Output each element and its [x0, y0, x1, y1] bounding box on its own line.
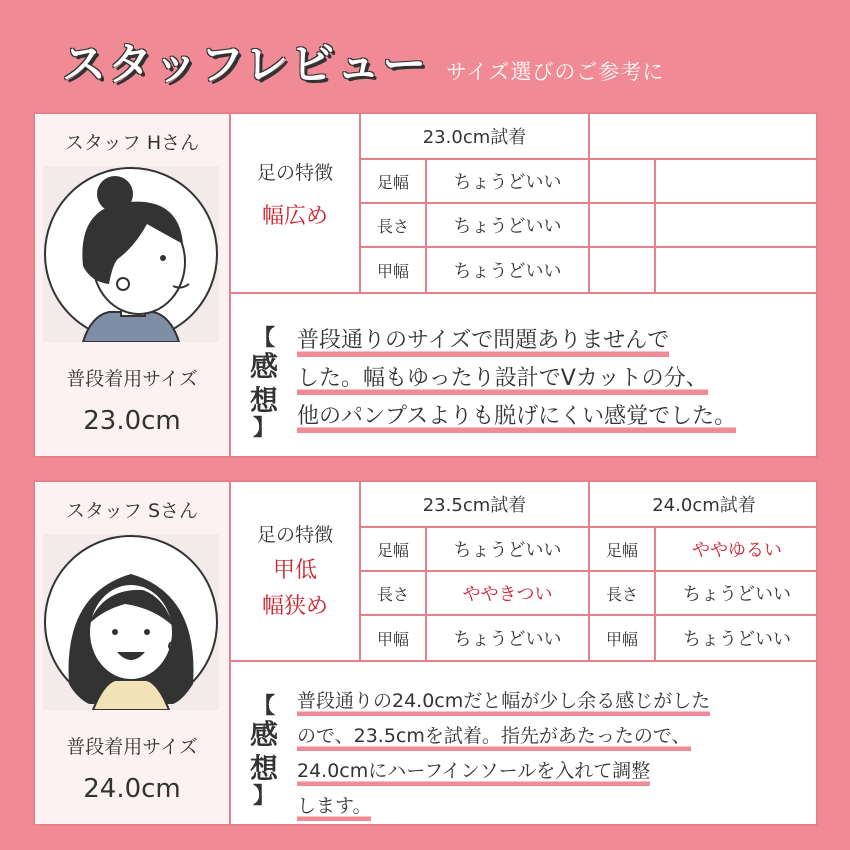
comment-label-char: 想 [249, 384, 278, 417]
comment-label-char: 感 [249, 718, 278, 751]
comment-line: 24.0cmにハーフインソールを入れて調整 [297, 754, 650, 789]
fit-value: ちょうどいい [427, 248, 590, 292]
comment-line: ので、23.5cmを試着。指先があたったので、 [297, 719, 691, 754]
staff-profile [35, 114, 231, 456]
fit-table [361, 114, 818, 292]
comment-label [245, 328, 283, 440]
comment-label [245, 696, 283, 808]
bracket-open: 【 [252, 694, 275, 719]
comment-label-char: 感 [249, 350, 278, 383]
usual-size-value: 23.0cm [83, 406, 181, 436]
staff-profile [35, 482, 231, 824]
fit-value: ちょうどいい [427, 160, 590, 204]
page-subtitle: サイズ選びのご参考に [446, 60, 665, 84]
fit-part: 甲幅 [590, 616, 656, 660]
fit-size-header: 23.5cm試着 [361, 482, 590, 528]
fit-part: 長さ [590, 572, 656, 616]
fit-value: ちょうどいい [683, 629, 791, 650]
comment-line: 普段通りのサイズで問題ありませんで [297, 322, 669, 360]
empty-cell [590, 248, 656, 292]
review-card-h [33, 112, 818, 458]
fit-value: ちょうどいい [427, 204, 590, 248]
avatar [43, 166, 219, 342]
comment-text [297, 684, 817, 824]
foot-features [231, 114, 361, 292]
comment-section [231, 292, 816, 456]
staff-name: スタッフ Hさん [64, 132, 200, 154]
fit-table [361, 482, 818, 660]
avatar [43, 534, 219, 710]
comment-line: します。 [297, 789, 371, 824]
fit-part: 足幅 [590, 528, 656, 572]
usual-size-label: 普段着用サイズ [66, 736, 198, 758]
usual-size-value: 24.0cm [83, 774, 181, 804]
empty-cell [656, 204, 818, 248]
foot-features [231, 482, 361, 660]
comment-line: した。幅もゆったり設計でVカットの分、 [297, 360, 708, 398]
staff-s-illustration [43, 534, 219, 710]
comment-label-char: 想 [249, 752, 278, 785]
fit-value: ちょうどいい [427, 616, 590, 660]
fit-part: 長さ [361, 572, 427, 616]
feature-title: 足の特徴 [256, 524, 333, 546]
fit-size-header: 23.0cm試着 [361, 114, 590, 160]
empty-cell [656, 160, 818, 204]
fit-part: 甲幅 [361, 616, 427, 660]
feature-value [231, 553, 359, 625]
fit-value: ややきつい [427, 572, 590, 616]
feature-value-line: 甲低 [272, 558, 317, 583]
fit-part: 足幅 [361, 528, 427, 572]
comment-line: 普段通りの24.0cmだと幅が少し余る感じがした [297, 684, 710, 719]
empty-cell [656, 248, 818, 292]
fit-value: ちょうどいい [427, 528, 590, 572]
staff-name: スタッフ Sさん [65, 500, 199, 522]
bracket-open: 【 [252, 326, 275, 351]
fit-part: 足幅 [361, 160, 427, 204]
staff-h-illustration [43, 166, 219, 342]
bracket-close: 】 [252, 416, 275, 441]
bracket-close: 】 [252, 784, 275, 809]
feature-title: 足の特徴 [256, 162, 333, 184]
fit-part: 甲幅 [361, 248, 427, 292]
feature-value: 幅広め [261, 204, 328, 229]
page-title: スタッフレビュー [62, 39, 429, 90]
fit-part: 長さ [361, 204, 427, 248]
empty-cell [590, 160, 656, 204]
empty-cell [590, 204, 656, 248]
usual-size-label: 普段着用サイズ [66, 368, 198, 390]
feature-value-line: 幅狭め [261, 594, 328, 619]
comment-text [297, 322, 817, 436]
review-card-s [33, 480, 818, 826]
comment-line: 他のパンプスよりも脱げにくい感覚でした。 [297, 398, 736, 436]
fit-size-header: 24.0cm試着 [590, 482, 818, 528]
comment-section [231, 660, 816, 824]
empty-header [590, 114, 818, 160]
fit-value: ややゆるい [656, 528, 818, 572]
fit-value: ちょうどいい [656, 572, 818, 616]
